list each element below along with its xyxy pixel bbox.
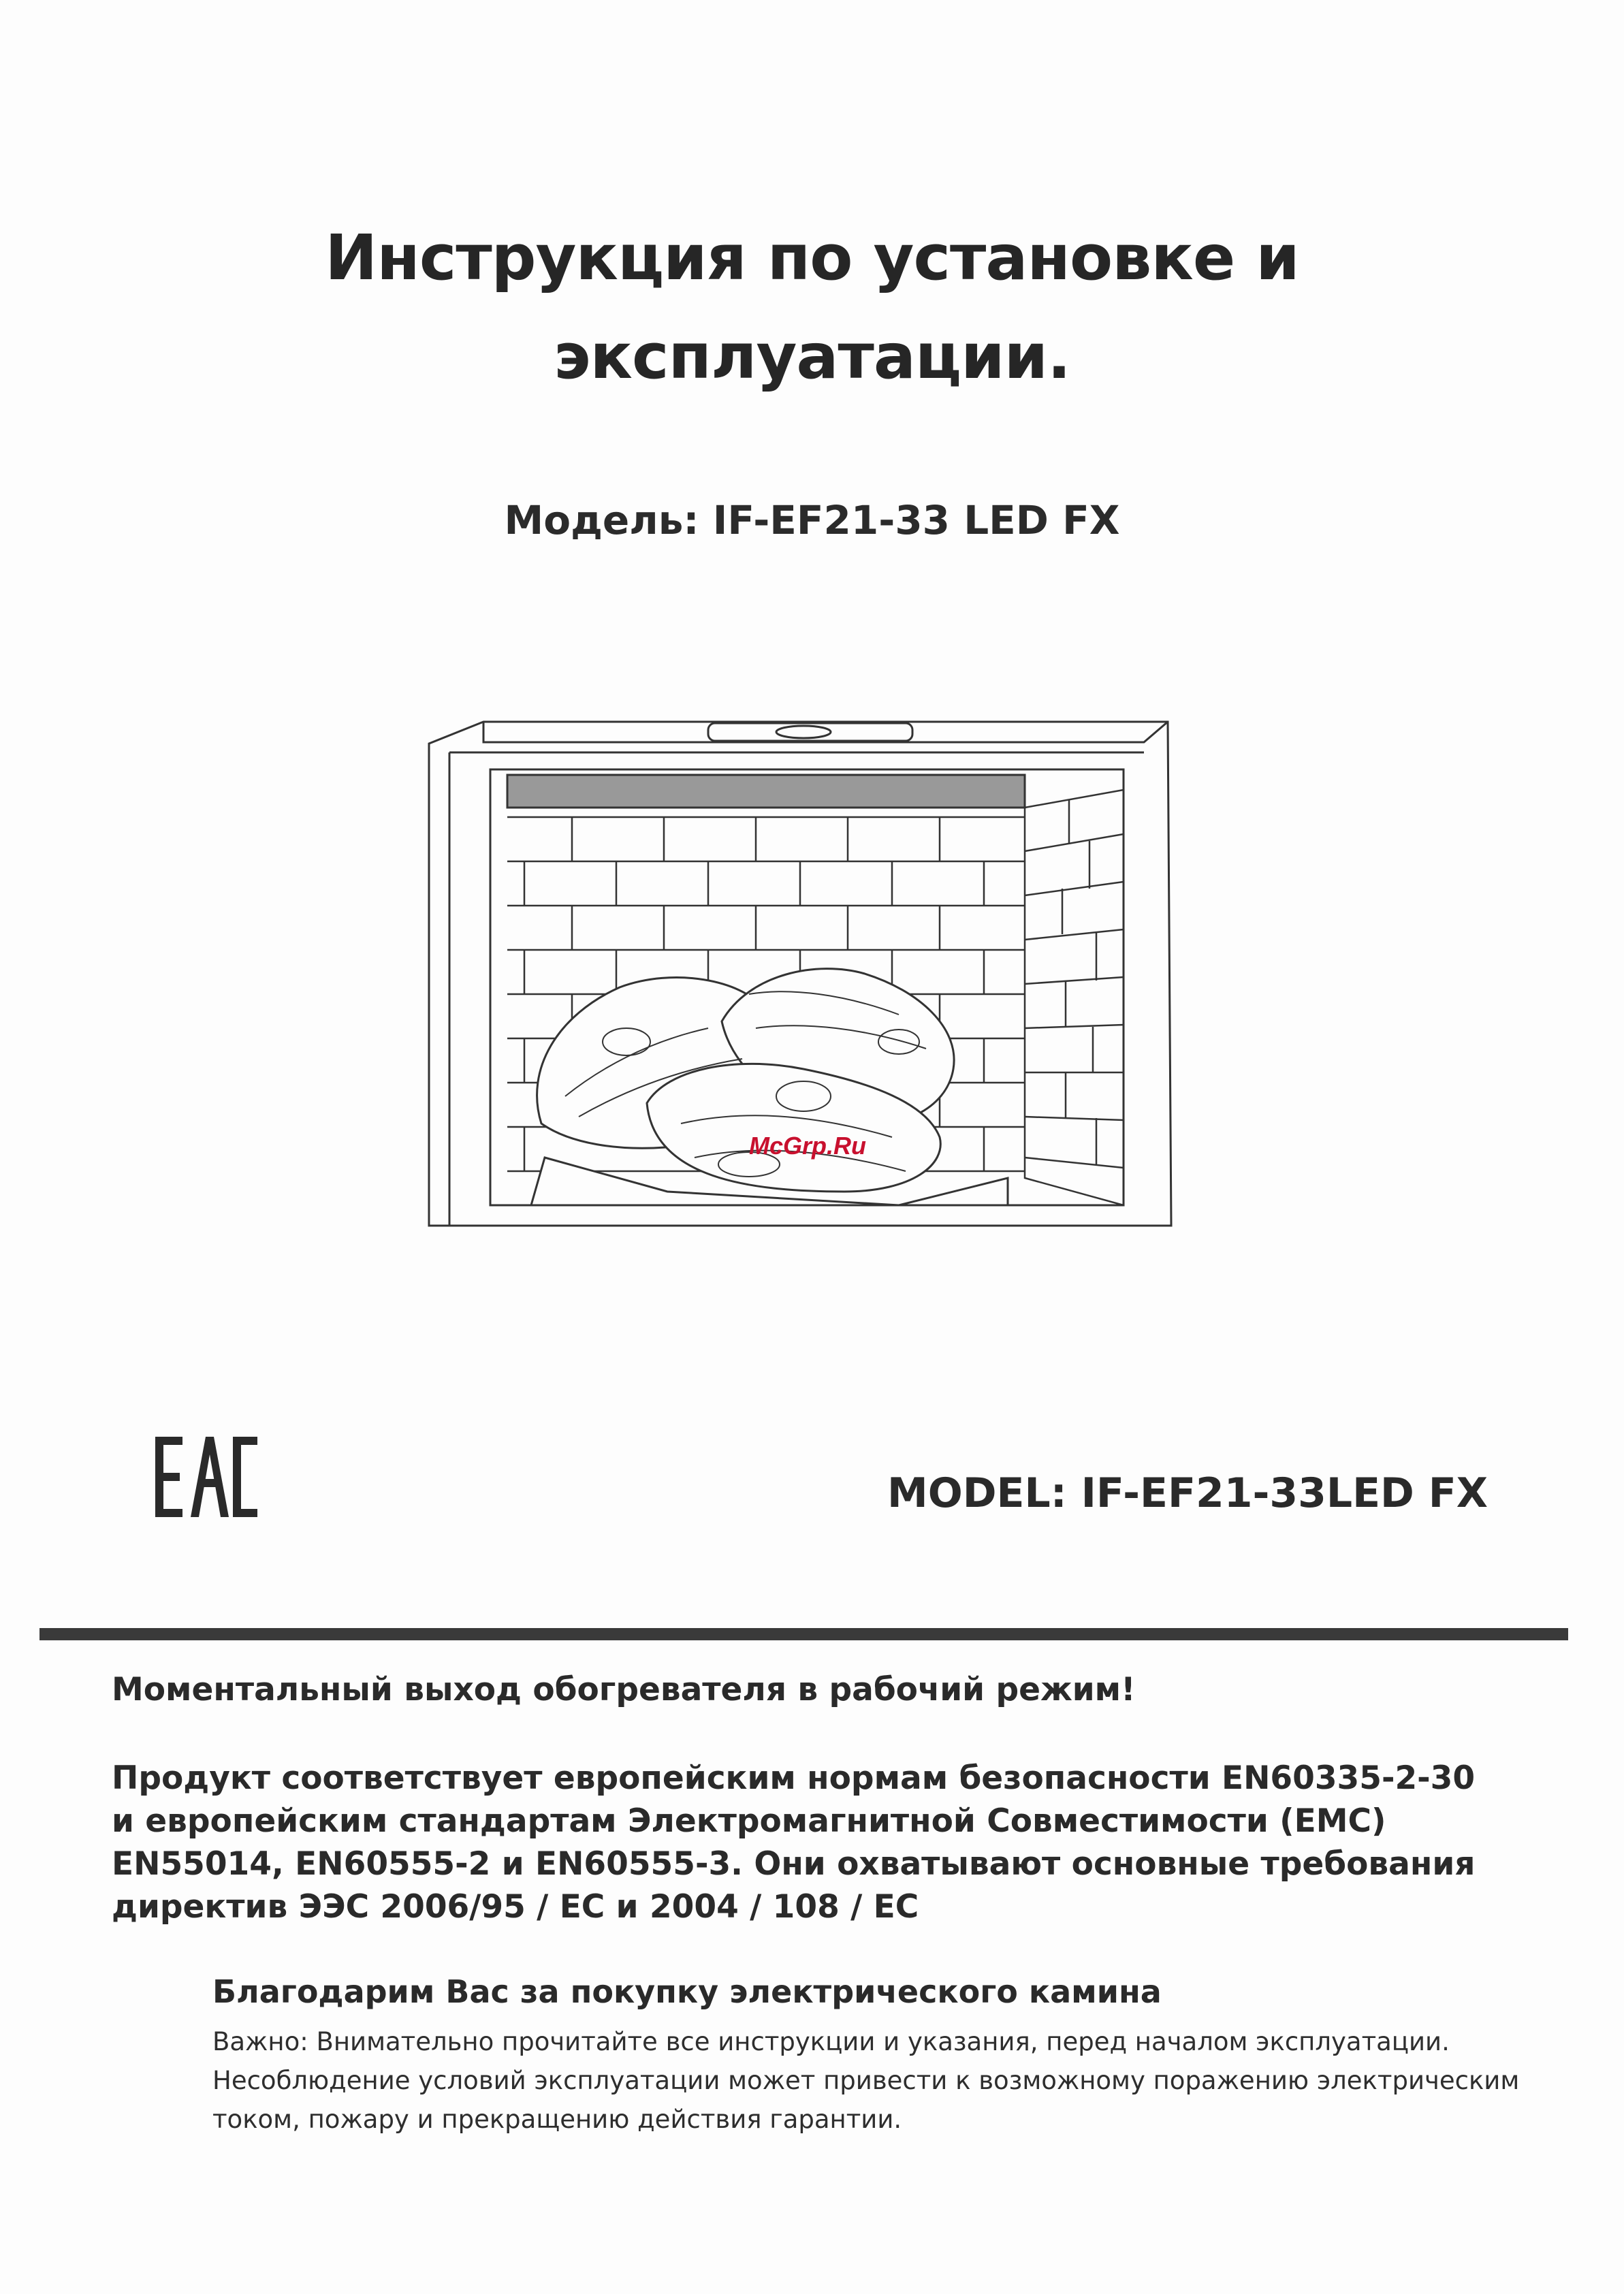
divider bbox=[39, 1628, 1568, 1640]
title-line-1: Инструкция по установке и bbox=[325, 221, 1299, 294]
important-note: Важно: Внимательно прочитайте все инструкции и указания, перед началом эксплуатации. Несоблюдение условий эксплуатации может привести к возможному поражению электрическим током, пожару и прекращению действия гарантии. bbox=[212, 2027, 1520, 2134]
compliance-text: Продукт соответствует европейским нормам безопасности EN60335-2-30 и европейским стандартам Электромагнитной Совместимости (EMC) EN55014, EN60555-2 и EN60555-3. Они охватывают основные требования директив ЭЭС 2006/95 / ЕС и 2004 / 108 / ЕС bbox=[112, 1759, 1476, 1926]
model-en: MODEL: IF-EF21-33LED FX bbox=[887, 1469, 1488, 1517]
eac-mark-icon bbox=[155, 1437, 257, 1517]
watermark: McGrp.Ru bbox=[749, 1132, 867, 1160]
model-ru: Модель: IF-EF21-33 LED FX bbox=[504, 497, 1120, 543]
thanks-heading: Благодарим Вас за покупку электрического камина bbox=[212, 1973, 1162, 2010]
title-line-2: эксплуатации. bbox=[554, 320, 1070, 393]
instant-heat-text: Моментальный выход обогревателя в рабочий режим! bbox=[112, 1671, 1136, 1708]
